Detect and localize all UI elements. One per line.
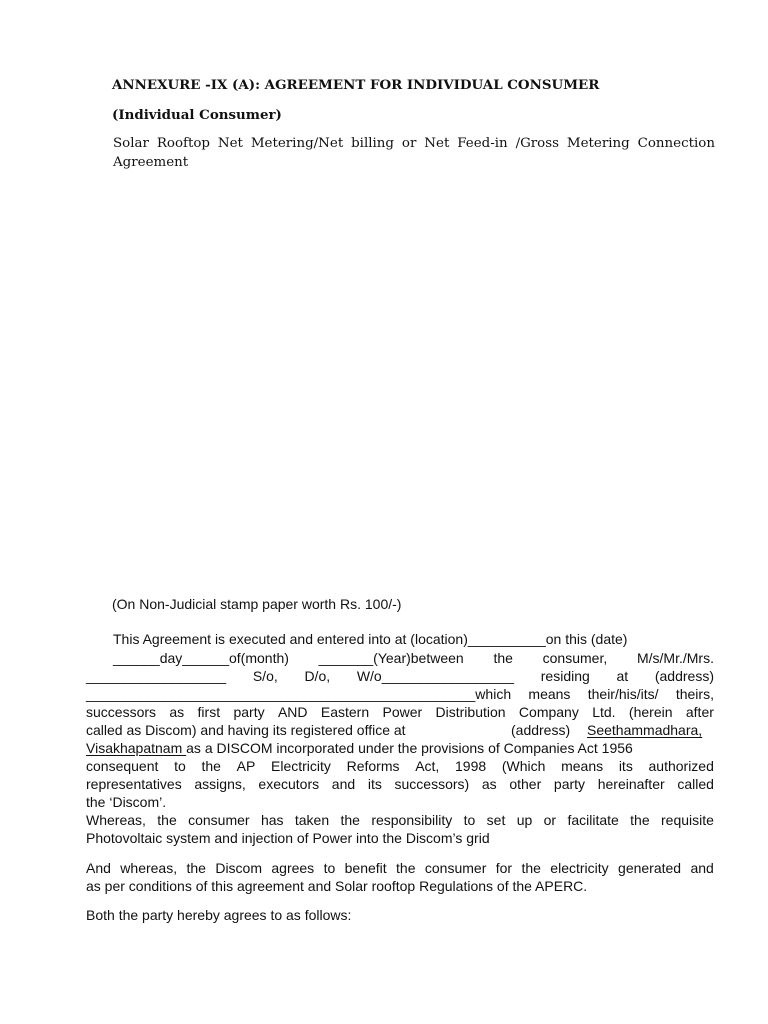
whereas-line-1 (86, 812, 714, 828)
agreement-line-1: This Agreement is executed and entered into at (location)__________on this (date) (113, 631, 628, 647)
word: Rooftop (156, 136, 210, 151)
word: the (493, 650, 513, 666)
word: its (367, 776, 382, 792)
word: assigns, (194, 776, 246, 792)
word: Ltd. (592, 704, 616, 720)
word: and (331, 776, 356, 792)
word: the (521, 860, 541, 876)
word: Net (217, 136, 243, 151)
agreement-line-6-left: called as Discom) and having its registered office at (86, 722, 406, 738)
word: taken (294, 812, 330, 828)
word: as (481, 776, 497, 792)
discom-address-locality: Seethammadhara, (587, 722, 703, 738)
word: to (463, 812, 476, 828)
word: consumer (188, 812, 250, 828)
discom-address-city: Visakhapatnam (86, 740, 187, 756)
word: Solar (113, 136, 149, 151)
word: as (169, 704, 185, 720)
word: generated (618, 860, 682, 876)
word: consumer, (542, 650, 608, 666)
word: __________________ (86, 668, 227, 684)
word: hereinafter (597, 776, 665, 792)
word: other (509, 776, 542, 792)
word: ______day______of(month) (113, 650, 289, 666)
word: Eastern (320, 704, 370, 720)
document-title: ANNEXURE -IX (A): AGREEMENT FOR INDIVIDUAL CONSUMER (112, 77, 600, 93)
word: And (86, 860, 111, 876)
word: facilitate (567, 812, 619, 828)
word: up (516, 812, 533, 828)
agreement-line-4 (86, 686, 714, 702)
agreement-line-5 (86, 704, 714, 720)
word: has (260, 812, 284, 828)
agreement-line-2 (113, 650, 714, 666)
word: (Which (501, 758, 546, 774)
word: party (553, 776, 586, 792)
word: electricity (550, 860, 609, 876)
agreement-line-6-address: (address) (511, 722, 571, 738)
word: means (528, 686, 571, 702)
word: AND (277, 704, 308, 720)
word: Power (382, 704, 423, 720)
word: or (543, 812, 557, 828)
word: agrees (271, 860, 315, 876)
word: after (685, 704, 714, 720)
word: to (174, 758, 186, 774)
word: authorized (648, 758, 714, 774)
word: M/s/Mr./Mrs. (636, 650, 714, 666)
word: the (186, 860, 206, 876)
word: billing (351, 136, 395, 151)
agreement-line-9 (86, 776, 714, 792)
word: its (618, 758, 633, 774)
intro-line-2: Agreement (113, 155, 189, 170)
and-whereas-line-1 (86, 860, 714, 876)
word: called (677, 776, 714, 792)
word: Whereas, (86, 812, 146, 828)
word: for (495, 860, 513, 876)
word: the (157, 812, 177, 828)
agreement-line-7 (86, 740, 633, 756)
word: requisite (661, 812, 714, 828)
word: Electricity (271, 758, 331, 774)
word: first (197, 704, 221, 720)
word: executors (258, 776, 320, 792)
word: to (323, 860, 336, 876)
and-whereas-line-2: as per conditions of this agreement and Solar rooftop Regulations of the APERC. (86, 878, 588, 894)
word: consequent (86, 758, 159, 774)
agreement-line-3 (86, 668, 714, 684)
word: Act, (415, 758, 440, 774)
word: the (340, 812, 360, 828)
word: Reforms (346, 758, 400, 774)
agreement-terms-intro: Both the party hereby agrees to as follows: (86, 907, 352, 923)
word: consumer (424, 860, 487, 876)
word: responsibility (371, 812, 453, 828)
word: at (616, 668, 629, 684)
word: Discom (215, 860, 262, 876)
word: means (561, 758, 604, 774)
word: D/o, (304, 668, 331, 684)
word: AP (236, 758, 256, 774)
word: _______(Year)between (318, 650, 464, 666)
word: and (690, 860, 714, 876)
word: Distribution (435, 704, 506, 720)
word: or (401, 136, 417, 151)
agreement-line-8 (86, 758, 714, 774)
stamp-paper-note: (On Non-Judicial stamp paper worth Rs. 100/-) (112, 596, 402, 612)
word: W/o_________________ (356, 668, 515, 684)
word: Company (518, 704, 579, 720)
word: S/o, (252, 668, 278, 684)
word: (herein (628, 704, 673, 720)
word: residing (540, 668, 590, 684)
intro-line-1 (113, 136, 715, 151)
word: the (396, 860, 416, 876)
whereas-line-2: Photovoltaic system and injection of Power into the Discom’s grid (86, 830, 490, 846)
word: party (233, 704, 265, 720)
word: __________________________________________________which (86, 686, 512, 702)
agreement-line-7-rest: as a DISCOM incorporated under the provisions of Companies Act 1956 (186, 740, 633, 756)
word: representatives (86, 776, 182, 792)
agreement-line-10: the ‘Discom’. (86, 794, 167, 810)
word: Metering (566, 136, 630, 151)
word: successors) (394, 776, 470, 792)
word: the (201, 758, 221, 774)
word: set (486, 812, 506, 828)
document-subtitle: (Individual Consumer) (112, 107, 282, 123)
word: Net (424, 136, 450, 151)
word: /Gross (515, 136, 559, 151)
word: benefit (344, 860, 387, 876)
word: Feed-in (457, 136, 508, 151)
word: 1998 (455, 758, 487, 774)
word: (address) (654, 668, 714, 684)
word: successors (86, 704, 157, 720)
word: the (630, 812, 650, 828)
word: Connection (637, 136, 715, 151)
word: their/his/its/ (587, 686, 659, 702)
word: whereas, (120, 860, 178, 876)
word: Metering/Net (250, 136, 344, 151)
word: theirs, (675, 686, 714, 702)
